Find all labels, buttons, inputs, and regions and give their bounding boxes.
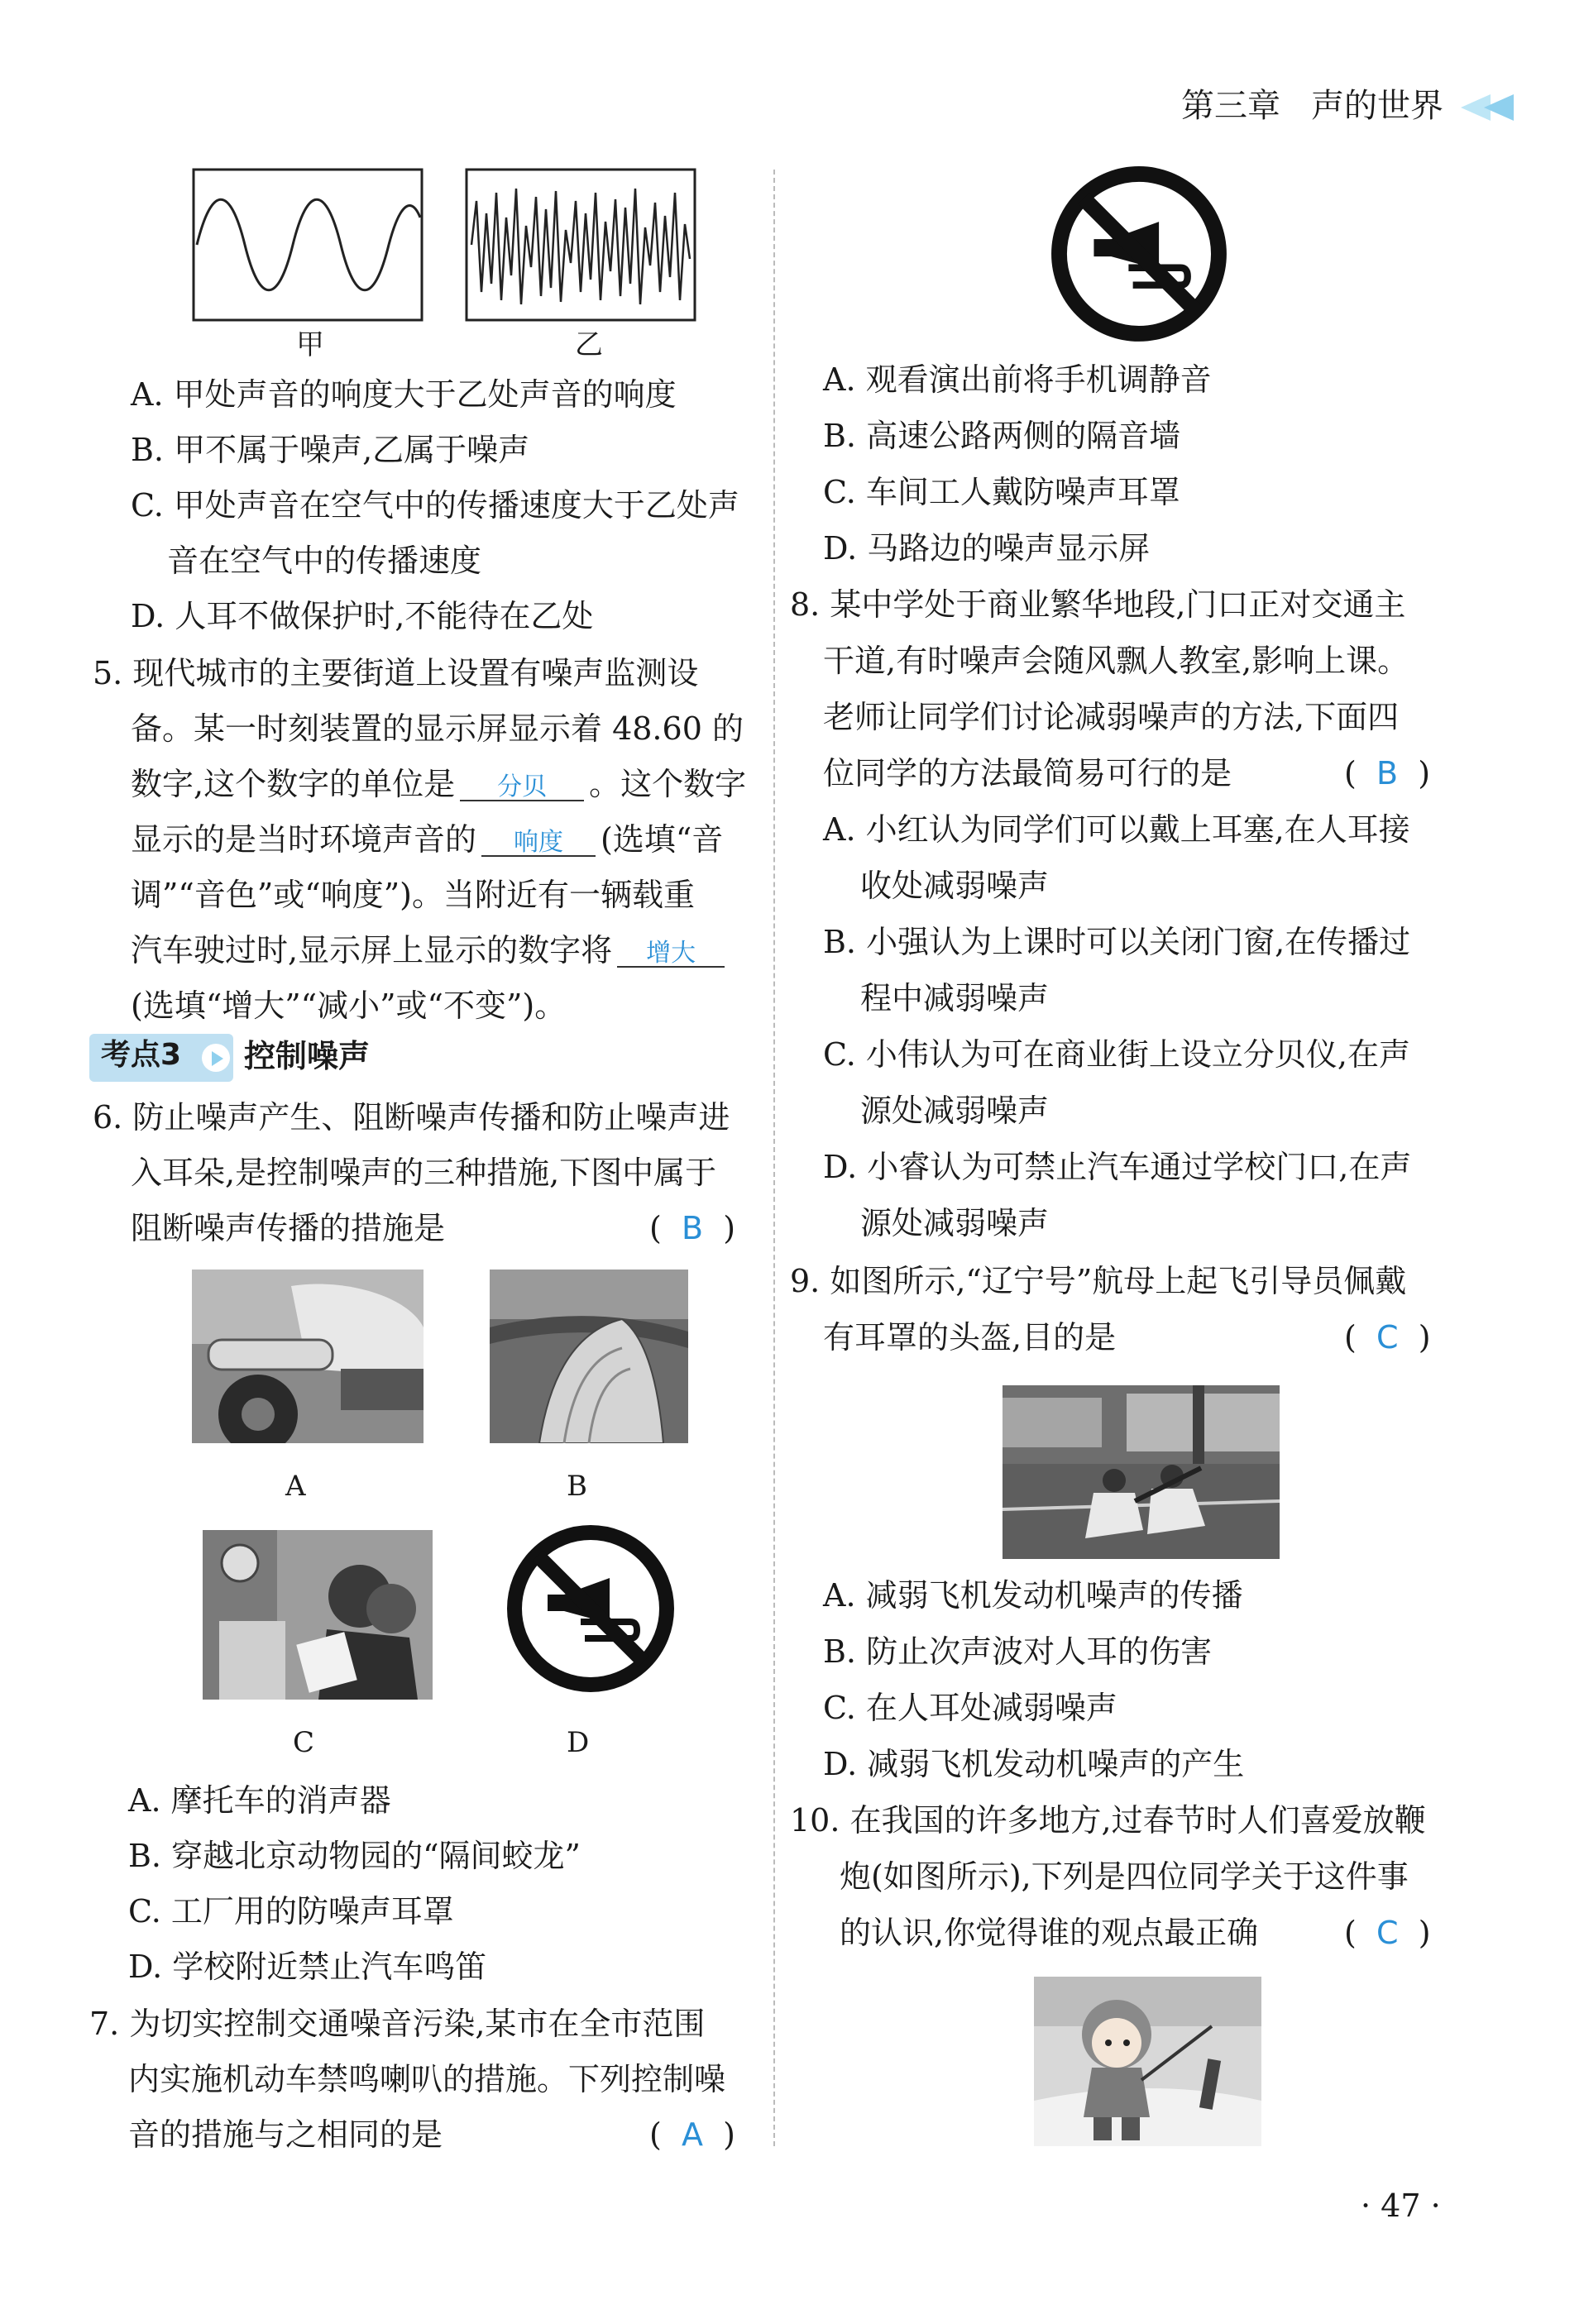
waveform-b-label: 乙 — [575, 328, 603, 361]
page-number: · 47 · — [1361, 2188, 1441, 2224]
q10-line-2: 炮(如图所示),下列是四位同学关于这件事 — [840, 1858, 1409, 1895]
q7-option-b: B. 高速公路两侧的隔音墙 — [823, 418, 1181, 454]
q9-option-c: C. 在人耳处减弱噪声 — [823, 1690, 1117, 1726]
q8-option-c: C. 小伟认为可在商业街上设立分贝仪,在声 — [823, 1036, 1410, 1073]
q6-answer-value: B — [681, 1210, 704, 1246]
q5-line-4 — [131, 821, 724, 858]
waveform-a-label: 甲 — [296, 328, 324, 361]
q10-line-3: 的认识,你觉得谁的观点最正确 — [840, 1915, 1259, 1951]
q8-option-c-cont: 源处减弱噪声 — [860, 1093, 1050, 1129]
q8-option-d: D. 小睿认为可禁止汽车通过学校门口,在声 — [823, 1149, 1412, 1185]
q5-line-4-tail: (选填“音 — [601, 821, 724, 858]
q6-line-2: 入耳朵,是控制噪声的三种措施,下图中属于 — [131, 1155, 717, 1191]
q9-option-b: B. 防止次声波对人耳的伤害 — [823, 1633, 1213, 1670]
q6-figure-label-b: B — [567, 1470, 587, 1503]
q7-answer-value: A — [681, 2116, 703, 2153]
q5-line-6-text: 汽车驶过时,显示屏上显示的数字将 — [131, 932, 613, 968]
q5-blank-change: 增大 — [617, 941, 725, 968]
q8-option-d-cont: 源处减弱噪声 — [860, 1205, 1050, 1241]
no-horn-sign-large-icon — [1050, 165, 1228, 343]
q4-option-a: A. 甲处声音的响度大于乙处声音的响度 — [131, 376, 677, 413]
firecracker-child-illustration — [1034, 1977, 1261, 2146]
carrier-deck-crew-photo — [1003, 1385, 1280, 1559]
chapter-label: 第三章 — [1181, 87, 1280, 125]
q6-figure-label-a: A — [285, 1470, 306, 1503]
q8-answer: ( B ) — [1344, 755, 1431, 791]
waveform-a-figure — [192, 168, 424, 322]
q7-line-3: 音的措施与之相同的是 — [128, 2116, 443, 2153]
q8-option-b: B. 小强认为上课时可以关闭门窗,在传播过 — [823, 924, 1411, 960]
q9-answer-value: C — [1376, 1319, 1399, 1356]
q7-option-d: D. 马路边的噪声显示屏 — [823, 530, 1151, 567]
q5-blank-unit: 分贝 — [460, 775, 584, 801]
q9-answer: ( C ) — [1344, 1319, 1431, 1356]
q5-line-5: 调”“音色”或“响度”)。当附近有一辆载重 — [131, 877, 695, 913]
q4-option-d: D. 人耳不做保护时,不能待在乙处 — [131, 598, 594, 634]
q5-line-6 — [131, 932, 730, 968]
section-arrow-icon — [202, 1044, 230, 1072]
section-badge-label: 考点3 — [101, 1038, 182, 1072]
q6-option-c: C. 工厂用的防噪声耳罩 — [128, 1893, 454, 1929]
q8-option-a: A. 小红认为同学们可以戴上耳塞,在人耳接 — [823, 811, 1410, 848]
q6-option-d: D. 学校附近禁止汽车鸣笛 — [128, 1949, 487, 1985]
header-arrow-icon — [1457, 91, 1517, 124]
waveform-b-figure — [465, 168, 696, 322]
q8-answer-value: B — [1376, 755, 1399, 791]
q7-line-2: 内实施机动车禁鸣喇叭的措施。下列控制噪 — [128, 2061, 726, 2097]
q8-option-a-cont: 收处减弱噪声 — [860, 868, 1050, 904]
q8-line-4: 位同学的方法最简易可行的是 — [823, 755, 1232, 791]
q6-line-1: 6. 防止噪声产生、阻断噪声传播和防止噪声进 — [93, 1099, 730, 1136]
q8-line-1: 8. 某中学处于商业繁华地段,门口正对交通主 — [790, 586, 1406, 623]
q6-option-b: B. 穿越北京动物园的“隔间蛟龙” — [128, 1838, 581, 1874]
q7-answer: ( A ) — [649, 2116, 735, 2153]
q6-option-a: A. 摩托车的消声器 — [128, 1782, 391, 1819]
q10-answer: ( C ) — [1344, 1915, 1431, 1951]
q6-answer: ( B ) — [649, 1210, 736, 1246]
q5-line-2: 备。某一时刻装置的显示屏显示着 48.60 的 — [131, 710, 744, 747]
q5-blank-property: 响度 — [481, 830, 596, 857]
q10-answer-value: C — [1376, 1915, 1399, 1951]
q9-option-a: A. 减弱飞机发动机噪声的传播 — [823, 1577, 1243, 1614]
q5-line-3-text: 数字,这个数字的单位是 — [131, 766, 456, 802]
q8-line-2: 干道,有时噪声会随风飘人教室,影响上课。 — [823, 643, 1409, 679]
q7-option-c: C. 车间工人戴防噪声耳罩 — [823, 474, 1180, 510]
q5-line-3 — [131, 768, 746, 801]
q9-line-2: 有耳罩的头盔,目的是 — [823, 1319, 1117, 1356]
column-divider — [773, 170, 775, 2146]
q4-option-c-cont: 音在空气中的传播速度 — [167, 543, 482, 579]
q8-option-b-cont: 程中减弱噪声 — [860, 980, 1050, 1016]
q5-line-4-text: 显示的是当时环境声音的 — [131, 821, 477, 858]
q5-line-7: (选填“增大”“减小”或“不变”)。 — [131, 987, 567, 1024]
q9-option-d: D. 减弱飞机发动机噪声的产生 — [823, 1746, 1245, 1782]
q6-line-3: 阻断噪声传播的措施是 — [131, 1210, 446, 1246]
section-title: 控制噪声 — [244, 1038, 371, 1074]
chapter-title: 声的世界 — [1311, 87, 1443, 125]
sound-tunnel-photo — [490, 1270, 688, 1443]
no-horn-sign-icon — [506, 1524, 676, 1694]
q10-line-1: 10. 在我国的许多地方,过春节时人们喜爱放鞭 — [790, 1802, 1426, 1839]
q6-figure-label-c: C — [293, 1726, 315, 1759]
ear-protection-photo — [203, 1530, 433, 1700]
q7-option-a: A. 观看演出前将手机调静音 — [823, 361, 1212, 398]
q5-line-1: 5. 现代城市的主要街道上设置有噪声监测设 — [93, 655, 699, 691]
q9-line-1: 9. 如图所示,“辽宁号”航母上起飞引导员佩戴 — [790, 1263, 1407, 1299]
q4-option-c: C. 甲处声音在空气中的传播速度大于乙处声 — [131, 487, 739, 524]
q6-figure-label-d: D — [567, 1726, 590, 1759]
q4-option-b: B. 甲不属于噪声,乙属于噪声 — [131, 432, 530, 468]
q7-line-1: 7. 为切实控制交通噪音污染,某市在全市范围 — [89, 2006, 706, 2042]
q8-line-3: 老师让同学们讨论减弱噪声的方法,下面四 — [823, 699, 1400, 735]
q5-line-3-tail: 。这个数字 — [589, 766, 747, 802]
motorcycle-muffler-photo — [192, 1270, 424, 1443]
